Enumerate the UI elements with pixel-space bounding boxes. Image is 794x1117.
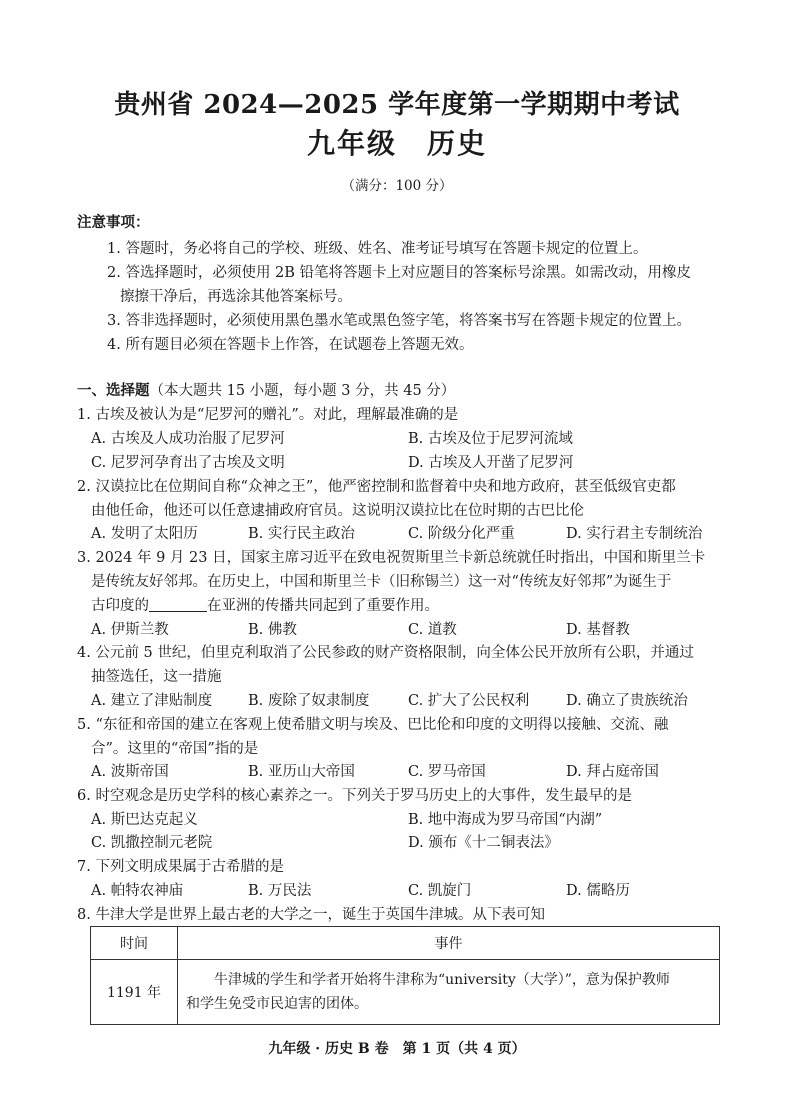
question-stem	[91, 594, 439, 615]
notice-item: 擦擦干净后，再选涂其他答案标号。	[120, 289, 352, 305]
option-b: B. 佛教	[248, 622, 297, 638]
option-a: A. 伊斯兰教	[91, 622, 169, 638]
option-b: B. 地中海成为罗马帝国“内湖”	[408, 812, 603, 828]
option-b: B. 亚历山大帝国	[248, 764, 355, 780]
notice-item: 2. 答选择题时，必须使用 2B 铅笔将答题卡上对应题目的答案标号涂黑。如需改动，用橡皮	[107, 265, 692, 281]
question-stem: 抽签选任，这一措施	[91, 669, 222, 685]
question-stem: 4. 公元前 5 世纪，伯里克利取消了公民参政的财产资格限制，向全体公民开放所有公职，并通过	[77, 645, 694, 661]
event-line: 牛津城的学生和学者开始将牛津称为“university（大学）”，意为保护教师	[214, 972, 670, 988]
fill-blank	[149, 597, 207, 612]
exam-title: 贵州省 2024—2025 学年度第一学期期中考试	[114, 90, 680, 120]
question-stem: 6. 时空观念是历史学科的核心素养之一。下列关于罗马历史上的大事件，发生最早的是	[77, 788, 632, 804]
notice-item: 3. 答非选择题时，必须使用黑色墨水笔或黑色签字笔，将答案书写在答题卡规定的位置上。	[107, 313, 691, 329]
option-b: B. 古埃及位于尼罗河流域	[408, 431, 573, 447]
option-d: D. 实行君主专制统治	[566, 526, 703, 542]
option-b: B. 万民法	[248, 883, 312, 899]
cell-event	[178, 960, 720, 1025]
option-c: C. 扩大了公民权利	[408, 693, 530, 709]
notice-item: 4. 所有题目必须在答题卡上作答，在试题卷上答题无效。	[107, 337, 474, 353]
option-b: B. 实行民主政治	[248, 526, 355, 542]
question-stem: 1. 古埃及被认为是“尼罗河的赠礼”。对此，理解最准确的是	[77, 407, 459, 423]
events-table	[90, 926, 720, 1025]
option-a: A. 帕特农神庙	[91, 883, 184, 899]
question-stem: 8. 牛津大学是世界上最古老的大学之一，诞生于英国牛津城。从下表可知	[77, 907, 545, 923]
option-d: D. 基督教	[566, 622, 630, 638]
option-d: D. 确立了贵族统治	[566, 693, 688, 709]
question-stem: 3. 2024 年 9 月 23 日，国家主席习近平在致电祝贺斯里兰卡新总统就任时指出，中国和斯里兰卡	[77, 550, 706, 566]
question-stem: 合”。这里的“帝国”指的是	[91, 741, 259, 757]
question-stem: 2. 汉谟拉比在位期间自称“众神之王”，他严密控制和监督着中央和地方政府，甚至低级官吏都	[77, 479, 676, 495]
option-a: A. 斯巴达克起义	[91, 812, 198, 828]
stem-part: 在亚洲的传播共同起到了重要作用。	[207, 598, 439, 614]
question-stem: 是传统友好邻邦。在历史上，中国和斯里兰卡（旧称锡兰）这一对“传统友好邻邦”为诞生于	[91, 574, 672, 590]
option-c: C. 凯旋门	[408, 883, 472, 899]
table-row	[91, 960, 720, 1025]
section-label: 一、选择题	[77, 383, 150, 399]
option-c: C. 凯撒控制元老院	[91, 835, 213, 851]
table-header-row	[91, 927, 720, 960]
question-stem: 5. “东征和帝国的建立在客观上使希腊文明与埃及、巴比伦和印度的文明得以接触、交流、融	[77, 717, 669, 733]
option-d: D. 拜占庭帝国	[566, 764, 659, 780]
notice-item: 1. 答题时，务必将自己的学校、班级、姓名、准考证号填写在答题卡规定的位置上。	[107, 241, 648, 257]
option-d: D. 颁布《十二铜表法》	[408, 835, 559, 851]
question-stem: 7. 下列文明成果属于古希腊的是	[77, 859, 284, 875]
cell-time: 1191 年	[91, 960, 178, 1025]
option-a: A. 建立了津贴制度	[91, 693, 213, 709]
option-c: C. 尼罗河孕育出了古埃及文明	[91, 455, 285, 471]
event-line: 和学生免受市民迫害的团体。	[186, 996, 368, 1012]
option-d: D. 儒略历	[566, 883, 630, 899]
option-a: A. 古埃及人成功治服了尼罗河	[91, 431, 285, 447]
option-c: C. 道教	[408, 622, 457, 638]
option-c: C. 阶级分化严重	[408, 526, 515, 542]
question-stem: 由他任命，他还可以任意逮捕政府官员。这说明汉谟拉比在位时期的古巴比伦	[91, 503, 584, 519]
option-b: B. 废除了奴隶制度	[248, 693, 370, 709]
option-a: A. 波斯帝国	[91, 764, 169, 780]
option-a: A. 发明了太阳历	[91, 526, 198, 542]
exam-subtitle: 九年级 历史	[306, 127, 487, 160]
page-footer: 九年级 · 历史 B 卷 第 1 页（共 4 页）	[268, 1041, 526, 1057]
option-c: C. 罗马帝国	[408, 764, 486, 780]
column-header-time: 时间	[91, 927, 178, 960]
section-heading	[77, 379, 455, 400]
section-desc: （本大题共 15 小题，每小题 3 分，共 45 分）	[149, 383, 456, 399]
notice-heading: 注意事项：	[77, 215, 150, 231]
option-d: D. 古埃及人开凿了尼罗河	[408, 455, 574, 471]
column-header-event: 事件	[178, 927, 720, 960]
full-score: （满分：100 分）	[341, 178, 453, 194]
stem-part: 古印度的	[91, 598, 149, 614]
